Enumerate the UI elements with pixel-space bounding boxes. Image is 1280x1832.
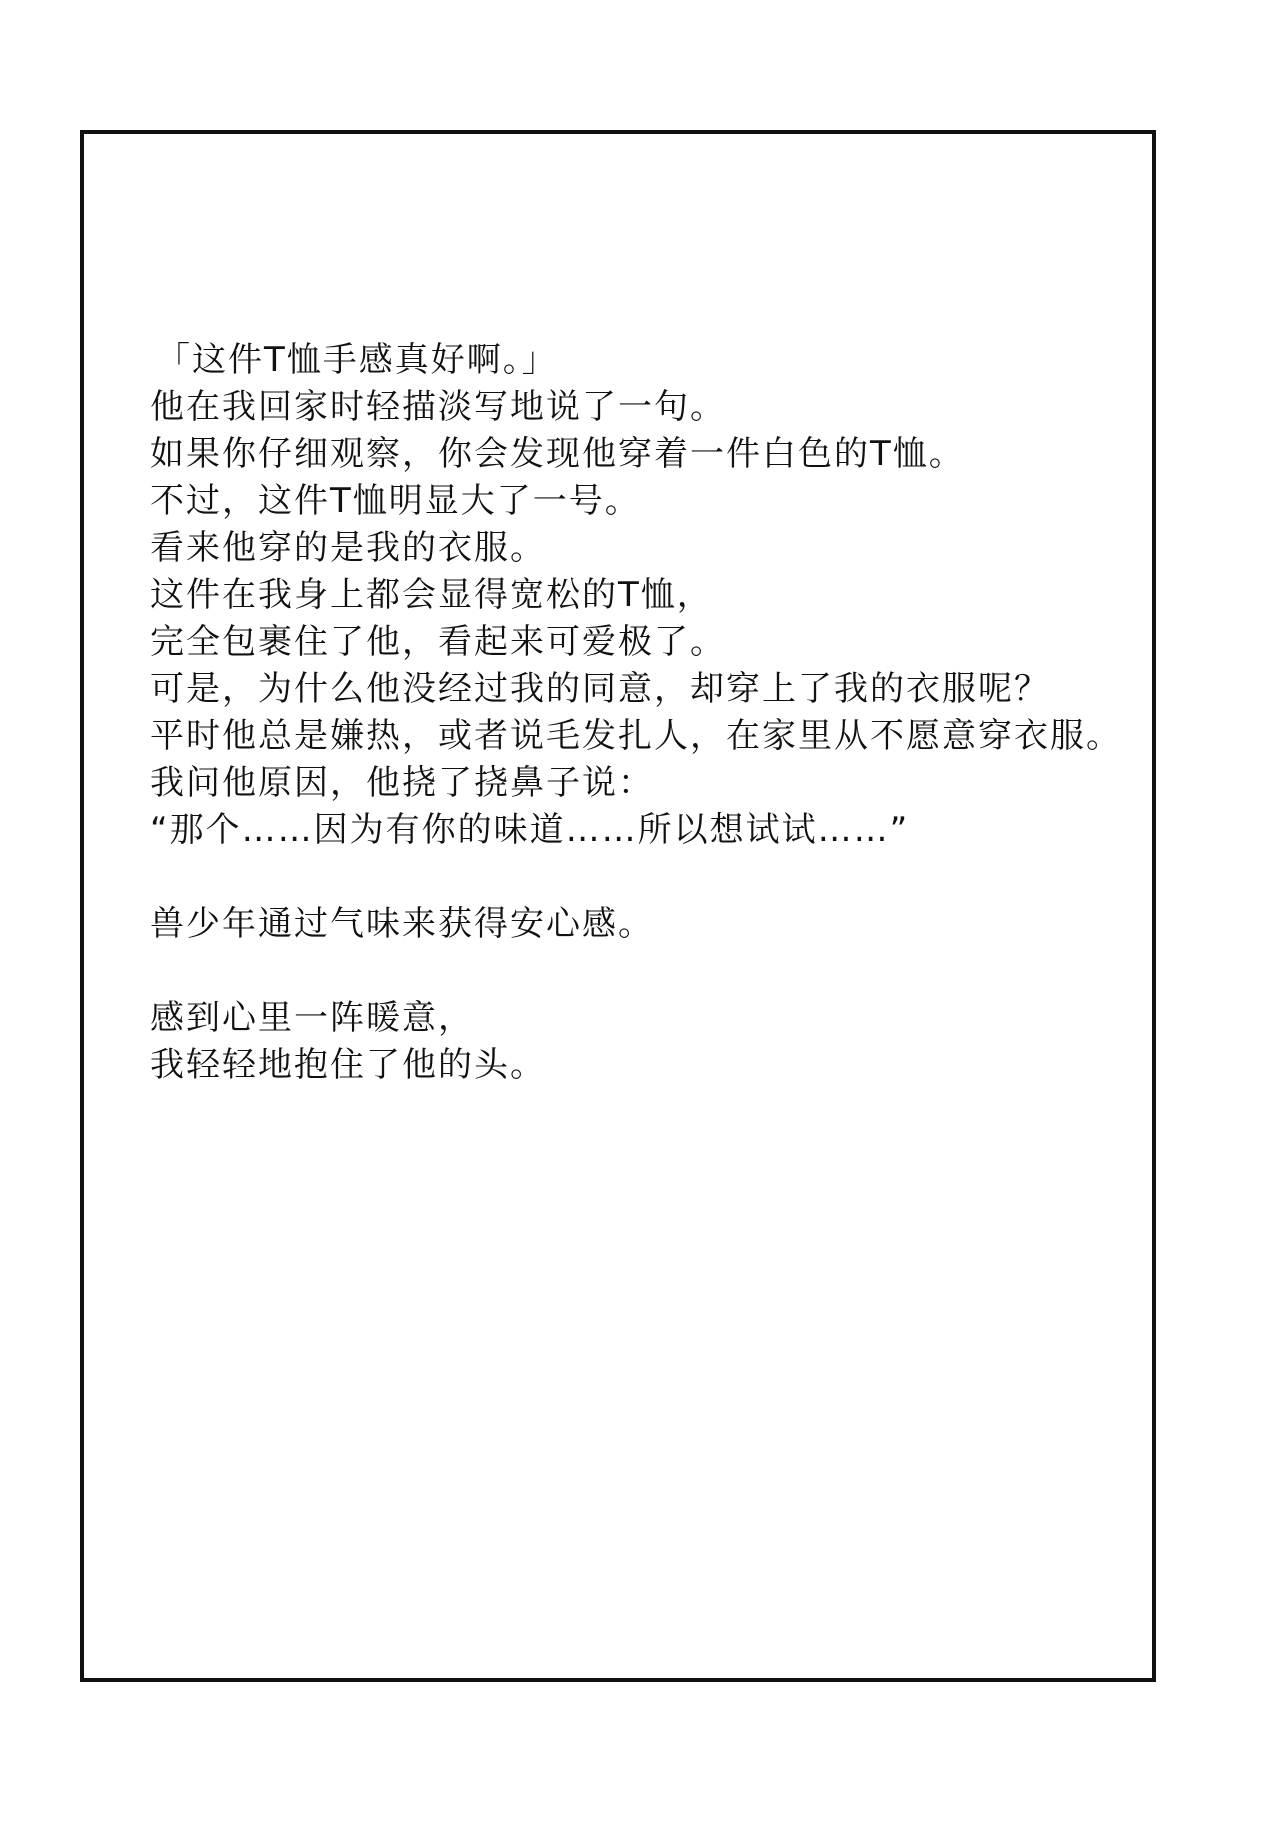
text-line: 平时他总是嫌热，或者说毛发扎人，在家里从不愿意穿衣服。 <box>150 716 1122 756</box>
text-line: 感到心里一阵暖意， <box>150 998 474 1038</box>
narration-text <box>150 337 1150 1089</box>
paragraph-gap <box>150 948 1150 995</box>
text-line: 完全包裹住了他，看起来可爱极了。 <box>150 622 726 662</box>
text-line: 他在我回家时轻描淡写地说了一句。 <box>150 387 726 427</box>
text-line: 这件在我身上都会显得宽松的T恤， <box>150 575 713 615</box>
text-line: 我问他原因，他挠了挠鼻子说： <box>150 763 654 803</box>
paragraph-gap <box>150 854 1150 901</box>
text-line: 不过，这件T恤明显大了一号。 <box>150 481 641 521</box>
text-line: 如果你仔细观察，你会发现他穿着一件白色的T恤。 <box>150 434 965 474</box>
text-line: 「这件T恤手感真好啊。」 <box>156 340 558 380</box>
text-line: 可是，为什么他没经过我的同意，却穿上了我的衣服呢？ <box>150 669 1050 709</box>
text-line: 看来他穿的是我的衣服。 <box>150 528 546 568</box>
dialogue-line: “那个……因为有你的味道……所以想试试……” <box>150 810 910 850</box>
text-line: 兽少年通过气味来获得安心感。 <box>150 904 654 944</box>
text-line: 我轻轻地抱住了他的头。 <box>150 1045 546 1085</box>
